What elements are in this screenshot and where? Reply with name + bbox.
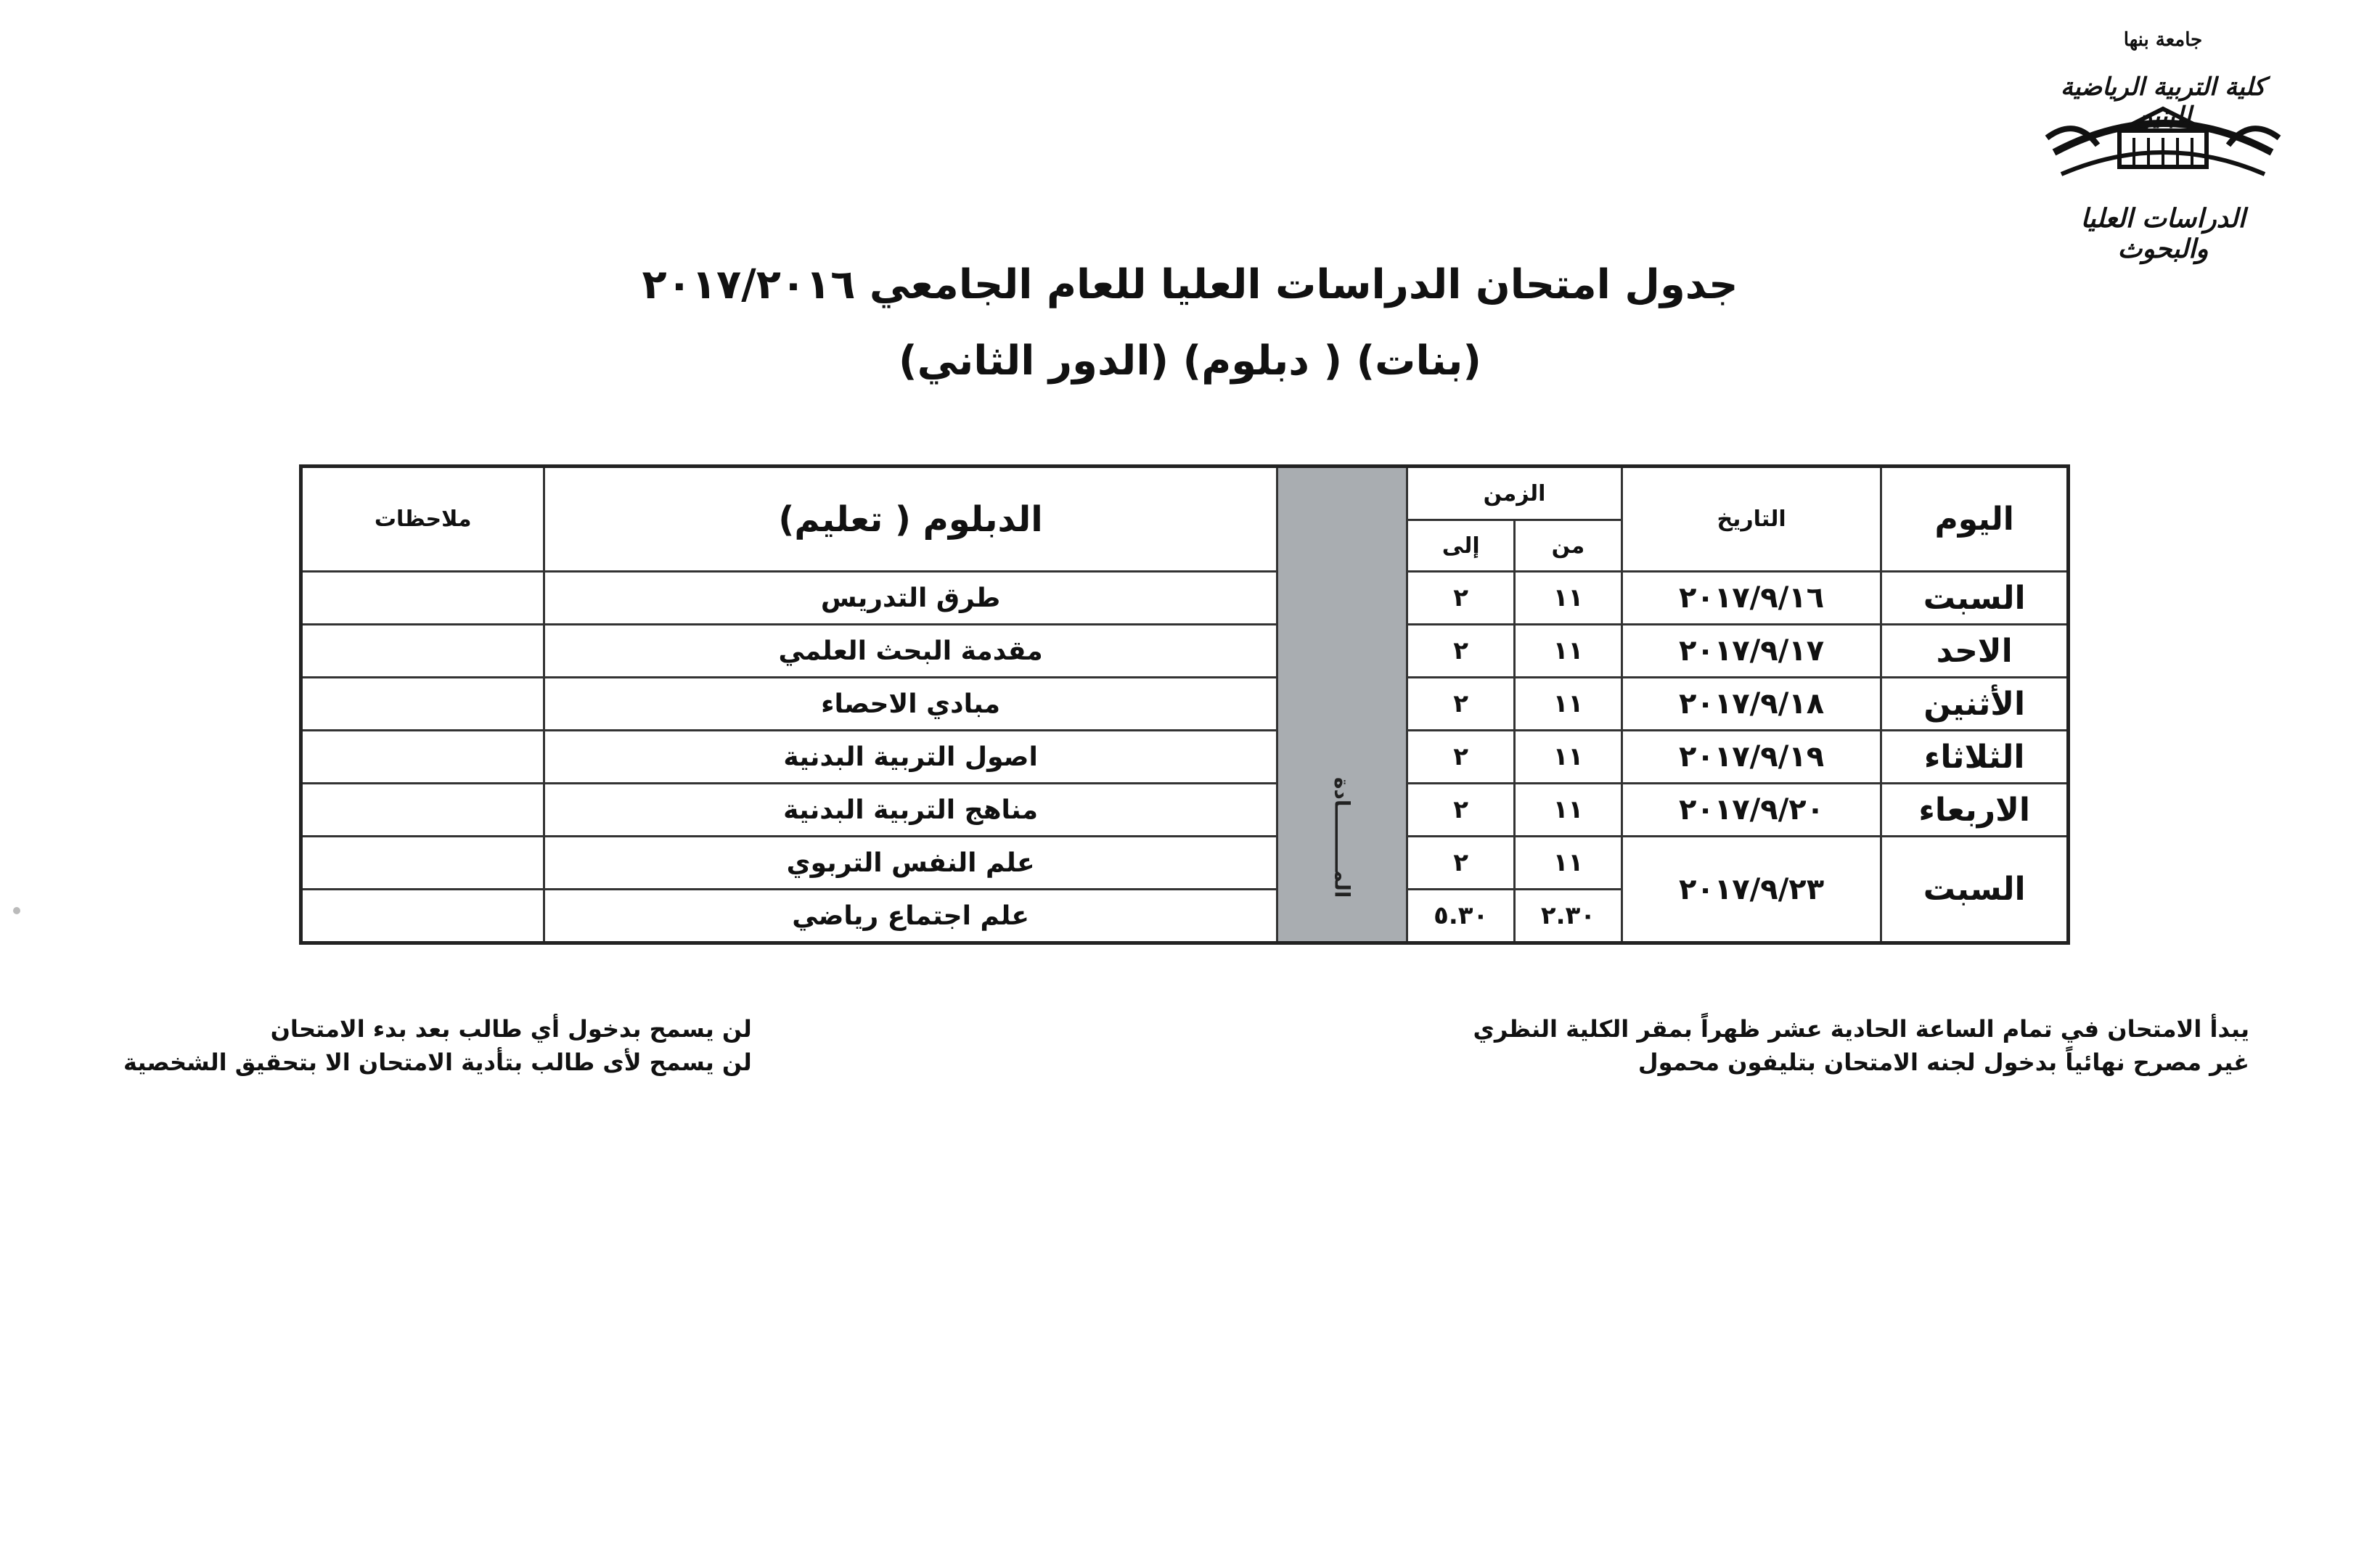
cell-to: ٢ [1407,625,1515,678]
cell-date: ٢٠١٧/٩/١٨ [1622,678,1881,731]
logo-faculty-name: كلية التربية الرياضية للبنين [2060,73,2266,131]
cell-to: ٥.٣٠ [1407,890,1515,943]
instruction-no-phones: غير مصرح نهائياً بدخول لجنه الامتحان بتليفون محمول [1637,1049,2249,1076]
cell-day: السبت [1881,572,2069,625]
cell-date: ٢٠١٧/٩/٢٠ [1622,784,1881,837]
exam-instructions-right [1473,1012,2249,1079]
cell-from: ١١ [1515,784,1622,837]
instruction-start-time: يبدأ الامتحان في تمام الساعة الحادية عشر ظهراً بمقر الكلية النظري [1473,1015,2249,1043]
header-notes: ملاحظات [301,467,544,572]
cell-notes [301,625,544,678]
cell-date: ٢٠١٧/٩/١٦ [1622,572,1881,625]
cell-date: ٢٠١٧/٩/١٩ [1622,731,1881,784]
table-row [301,784,2069,837]
table-row [301,625,2069,678]
page-title: جدول امتحان الدراسات العليا للعام الجامعي ٢٠١٧/٢٠١٦ [642,261,1738,308]
header-date: التاريخ [1622,467,1881,572]
faculty-logo [2032,29,2294,264]
cell-notes [301,572,544,625]
cell-notes [301,890,544,943]
page-subtitle: (بنات) ( دبلوم) (الدور الثاني) [899,337,1481,385]
cell-to: ٢ [1407,678,1515,731]
cell-from: ١١ [1515,572,1622,625]
header-from: من [1515,520,1622,572]
cell-subject: علم النفس التربوي [544,837,1277,890]
cell-from: ٢.٣٠ [1515,890,1622,943]
cell-notes [301,837,544,890]
scan-speck [13,907,20,914]
cell-day: الثلاثاء [1881,731,2069,784]
cell-subject: اصول التربية البدنية [544,731,1277,784]
instruction-id-required: لن يسمح لأى طالب بتأدية الامتحان الا بتحقيق الشخصية [123,1049,752,1076]
cell-from: ١١ [1515,678,1622,731]
cell-day: الأثنين [1881,678,2069,731]
logo-university-name: جامعة بنها [2123,29,2203,51]
cell-from: ١١ [1515,731,1622,784]
table-row [301,837,2069,890]
cell-from: ١١ [1515,625,1622,678]
cell-notes [301,678,544,731]
cell-day: السبت [1881,837,2069,943]
cell-subject: طرق التدريس [544,572,1277,625]
header-time: الزمن [1407,467,1622,520]
header-diploma: الدبلوم ( تعليم) [544,467,1277,572]
cell-to: ٢ [1407,837,1515,890]
table-row [301,678,2069,731]
table-row [301,572,2069,625]
table-header-row [301,467,2069,520]
exam-instructions-left [123,1012,752,1079]
exam-schedule-table [299,464,2070,945]
cell-date: ٢٠١٧/٩/١٧ [1622,625,1881,678]
logo-department-name: الدراسات العليا والبحوث [2080,203,2246,264]
table-row [301,731,2069,784]
cell-subject: مقدمة البحث العلمي [544,625,1277,678]
cell-to: ٢ [1407,572,1515,625]
instruction-no-late-entry: لن يسمح بدخول أي طالب بعد بدء الامتحان [270,1015,752,1043]
cell-day: الاحد [1881,625,2069,678]
cell-to: ٢ [1407,784,1515,837]
cell-day: الاربعاء [1881,784,2069,837]
material-vertical-label: المـــــــــادة [1330,776,1354,898]
cell-subject: مناهج التربية البدنية [544,784,1277,837]
cell-from: ١١ [1515,837,1622,890]
material-column [1277,467,1407,943]
cell-notes [301,784,544,837]
cell-subject: مبادي الاحصاء [544,678,1277,731]
header-day: اليوم [1881,467,2069,572]
cell-subject: علم اجتماع رياضي [544,890,1277,943]
cell-date: ٢٠١٧/٩/٢٣ [1622,837,1881,943]
cell-notes [301,731,544,784]
cell-to: ٢ [1407,731,1515,784]
header-to: إلى [1407,520,1515,572]
